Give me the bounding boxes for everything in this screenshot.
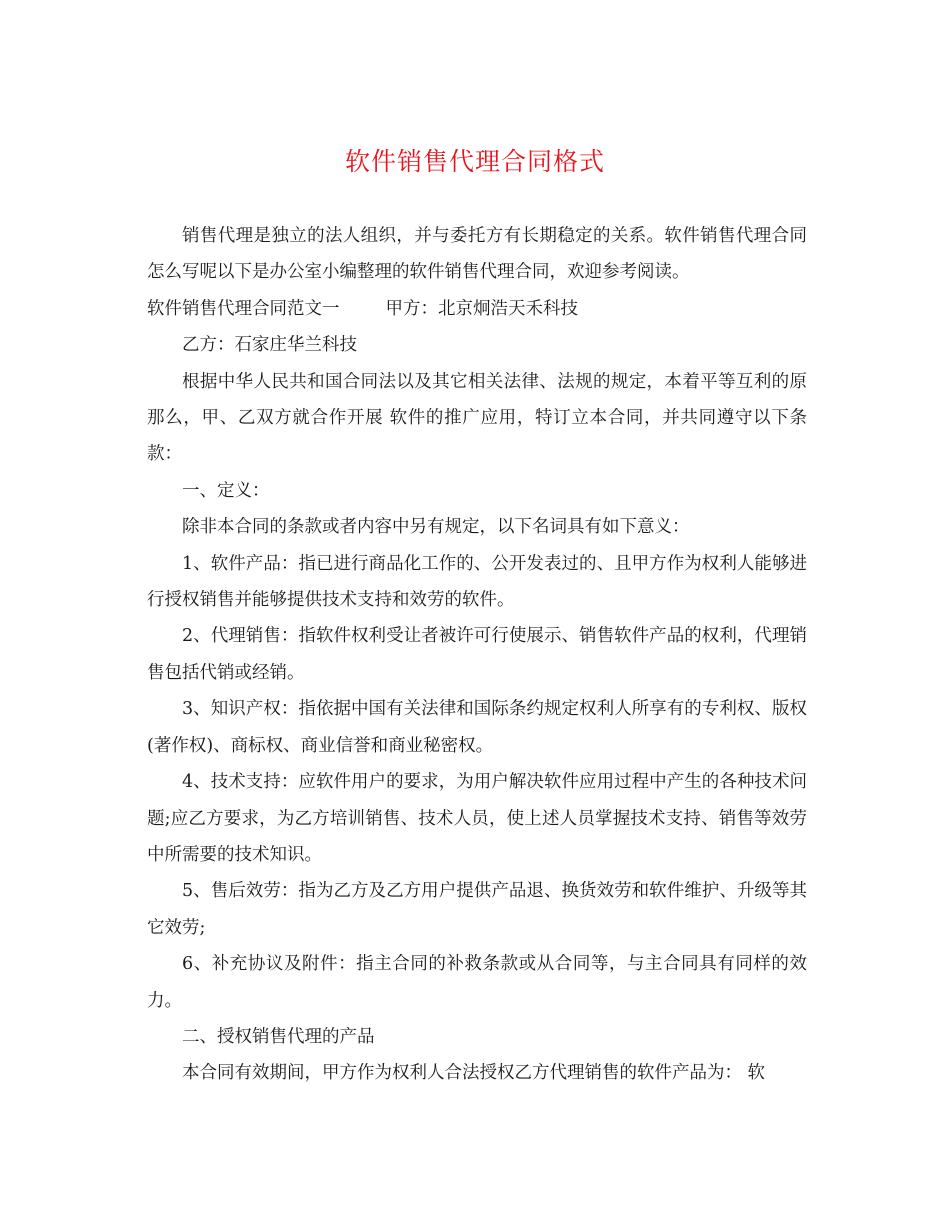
sample-heading-line — [147, 291, 807, 327]
section1-intro: 除非本合同的条款或者内容中另有规定，以下名词具有如下意义： — [182, 517, 690, 538]
definition-item: 6、补充协议及附件：指主合同的补救条款或从合同等，与主合同具有同样的效力。 — [147, 954, 807, 1011]
definition-item: 3、知识产权：指依据中国有关法律和国际条约规定权利人所享有的专利权、版权(著作权)、商标权、商业信誉和商业秘密权。 — [147, 699, 807, 756]
document-body — [147, 218, 807, 1092]
definition-item: 5、售后效劳：指为乙方及乙方用户提供产品退、换货效劳和软件维护、升级等其它效劳; — [147, 881, 807, 938]
intro-paragraph: 销售代理是独立的法人组织，并与委托方有长期稳定的关系。软件销售代理合同怎么写呢以下是办公室小编整理的软件销售代理合同，欢迎参考阅读。 — [147, 226, 807, 283]
party-b: 乙方：石家庄华兰科技 — [182, 335, 357, 356]
section1-heading: 一、定义： — [182, 480, 270, 501]
definition-item: 1、软件产品：指已进行商品化工作的、公开发表过的、且甲方作为权利人能够进行授权销售并能够提供技术支持和效劳的软件。 — [147, 553, 807, 611]
section2-heading: 二、授权销售代理的产品 — [182, 1026, 375, 1047]
definition-item: 2、代理销售：指软件权利受让者被许可行使展示、销售软件产品的权利，代理销售包括代销或经销。 — [147, 626, 807, 683]
party-a: 甲方：北京炯浩天禾科技 — [385, 298, 578, 319]
sample-heading: 软件销售代理合同范文一 — [147, 298, 340, 319]
document-title: 软件销售代理合同格式 — [344, 147, 605, 176]
preamble-paragraph: 根据中华人民共和国合同法以及其它相关法律、法规的规定，本着平等互利的原那么，甲、乙双方就合作开展 软件的推广应用，特订立本合同，并共同遵守以下条款： — [147, 371, 807, 465]
definition-item: 4、技术支持：应软件用户的要求，为用户解决软件应用过程中产生的各种技术问题;应乙方要求，为乙方培训销售、技术人员，使上述人员掌握技术支持、销售等效劳中所需要的技术知识。 — [147, 772, 807, 865]
section2-paragraph: 本合同有效期间，甲方作为权利人合法授权乙方代理销售的软件产品为： 软 — [182, 1063, 766, 1084]
